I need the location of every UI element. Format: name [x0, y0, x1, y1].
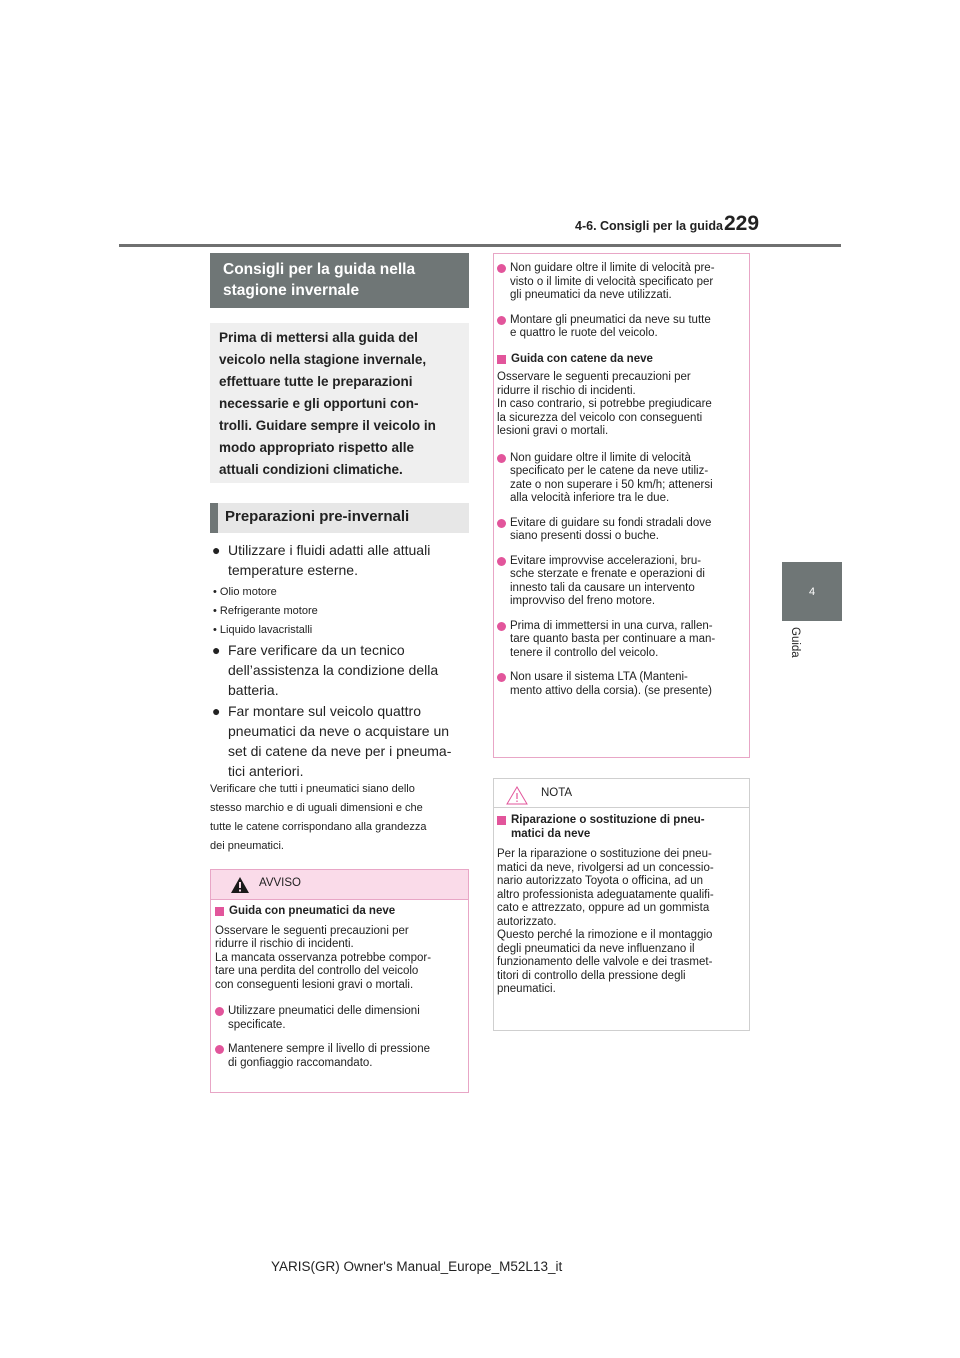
note-box [493, 778, 750, 1031]
intro-line: necessarie e gli opportuni con- [219, 396, 419, 411]
warning-item: Non usare il sistema LTA (Manteni- mento attivo della corsia). (se presente) [497, 671, 743, 698]
section-title: 4-6. Consigli per la guida [575, 219, 723, 233]
intro-line: modo appropriato rispetto alle [219, 440, 415, 455]
warning-triangle-icon [230, 876, 250, 899]
list-item-line: Fare verificare da un tecnico [228, 642, 405, 658]
list-item-line: batteria. [228, 682, 279, 698]
note-label: NOTA [541, 787, 573, 799]
intro-line: veicolo nella stagione invernale, [219, 352, 427, 367]
warning-item: Non guidare oltre il limite di velocità pre- visto o il limite di velocità specificato per gli pneumatici da neve utilizzati. [497, 262, 743, 303]
paragraph-line: Verificare che tutti i pneumatici siano dello [210, 783, 415, 795]
chapter-number: 4 [808, 585, 816, 598]
topic-title-line-1: Consigli per la guida nella [223, 261, 416, 278]
chapter-tab[interactable] [782, 562, 842, 621]
sub-list-item: • Olio motore [213, 586, 277, 598]
bullet-icon: ● [212, 542, 221, 558]
warning-body: Osservare le seguenti precauzioni per ridurre il rischio di incidenti. La mancata osservanza potrebbe compor- tare una perdita del controllo del veicolo con conseguenti lesioni gravi o mortali. [215, 924, 432, 991]
list-item-line: Utilizzare i fluidi adatti alle attuali [228, 542, 431, 558]
warning-box-continued [493, 253, 750, 758]
sub-list-item: • Liquido lavacristalli [213, 624, 313, 636]
info-paragraph [210, 780, 468, 856]
topic-title-line-2: stagione invernale [223, 282, 360, 299]
section-heading-prep: Preparazioni pre-invernali [210, 503, 469, 533]
warning-item: Prima di immettersi in una curva, rallen- tare quanto basta per continuare a man- tenere il controllo del veicolo. [497, 620, 743, 661]
intro-line: Prima di mettersi alla guida del [219, 330, 418, 345]
chapter-label: Guida [789, 627, 801, 658]
header-divider [119, 244, 841, 247]
warning-subheading: Guida con catene da neve [497, 353, 743, 367]
page-number: 229 [724, 212, 760, 235]
intro-box [210, 323, 469, 483]
warning-box [210, 869, 469, 1093]
warning-item: Non guidare oltre il limite di velocità specificato per le catene da neve utiliz- zate o non superare i 50 km/h; attenersi alla velocità inferiore tra le due. [497, 452, 743, 506]
warning-body: Osservare le seguenti precauzioni per ridurre il rischio di incidenti. In caso contrario, si potrebbe pregiudicare la sicurezza del veicolo con conseguenti lesioni gravi o mortali. [497, 371, 712, 437]
paragraph-line: dei pneumatici. [210, 840, 284, 852]
caution-triangle-icon [506, 786, 528, 810]
intro-line: trolli. Guidare sempre il veicolo in [219, 418, 436, 433]
note-body: Per la riparazione o sostituzione dei pneu- matici da neve, rivolgersi ad un concessio- nario autorizzato Toyota o officina, ad un altro professionista adeguatamente qualifi- cato e attrezzato, oppure ad un gommista autorizzato. Questo perché la rimozione e il montaggio degli pneumatici da neve influenzano il funzionamento delle valvole e dei trasmet- titori di controllo della pressione degli pneumatici. [497, 848, 714, 995]
footer-manual-id: YARIS(GR) Owner's Manual_Europe_M52L13_it [271, 1259, 563, 1274]
list-item-line: dell’assistenza la condizione della [228, 662, 439, 678]
list-item-line: pneumatici da neve o acquistare un [228, 723, 450, 739]
warning-item: Montare gli pneumatici da neve su tutte e quattro le ruote del veicolo. [497, 314, 743, 341]
warning-subheading: Guida con pneumatici da neve [215, 905, 462, 919]
bullet-icon: ● [212, 642, 221, 658]
paragraph-line: tutte le catene corrispondano alla grandezza [210, 821, 427, 833]
note-subheading: Riparazione o sostituzione di pneu- matici da neve [497, 814, 743, 841]
warning-item: Evitare di guidare su fondi stradali dove siano presenti dossi o buche. [497, 517, 743, 544]
note-header [494, 779, 749, 808]
paragraph-line: stesso marchio e di uguali dimensioni e che [210, 802, 423, 814]
warning-item: Mantenere sempre il livello di pressione di gonfiaggio raccomandato. [215, 1043, 462, 1070]
sub-list [213, 583, 318, 640]
warning-item: Evitare improvvise accelerazioni, bru- sche sterzate e frenate e operazioni di innesto tali da causare un intervento improvviso del freno motore. [497, 555, 743, 609]
sub-list-item: • Refrigerante motore [213, 605, 318, 617]
list-item-line: temperature esterne. [228, 562, 358, 578]
topic-title [210, 253, 469, 308]
list-item [212, 640, 438, 700]
warning-item: Utilizzare pneumatici delle dimensioni specificate. [215, 1005, 462, 1032]
list-item-line: tici anteriori. [228, 763, 304, 779]
intro-line: effettuare tutte le preparazioni [219, 374, 413, 389]
list-item-line: Far montare sul veicolo quattro [228, 703, 421, 719]
list-item-line: set di catene da neve per i pneuma- [228, 743, 452, 759]
intro-line: attuali condizioni climatiche. [219, 462, 403, 477]
warning-header [211, 870, 468, 900]
list-item [212, 540, 430, 580]
list-item [212, 701, 451, 781]
bullet-icon: ● [212, 703, 221, 719]
warning-label: AVVISO [259, 877, 301, 889]
